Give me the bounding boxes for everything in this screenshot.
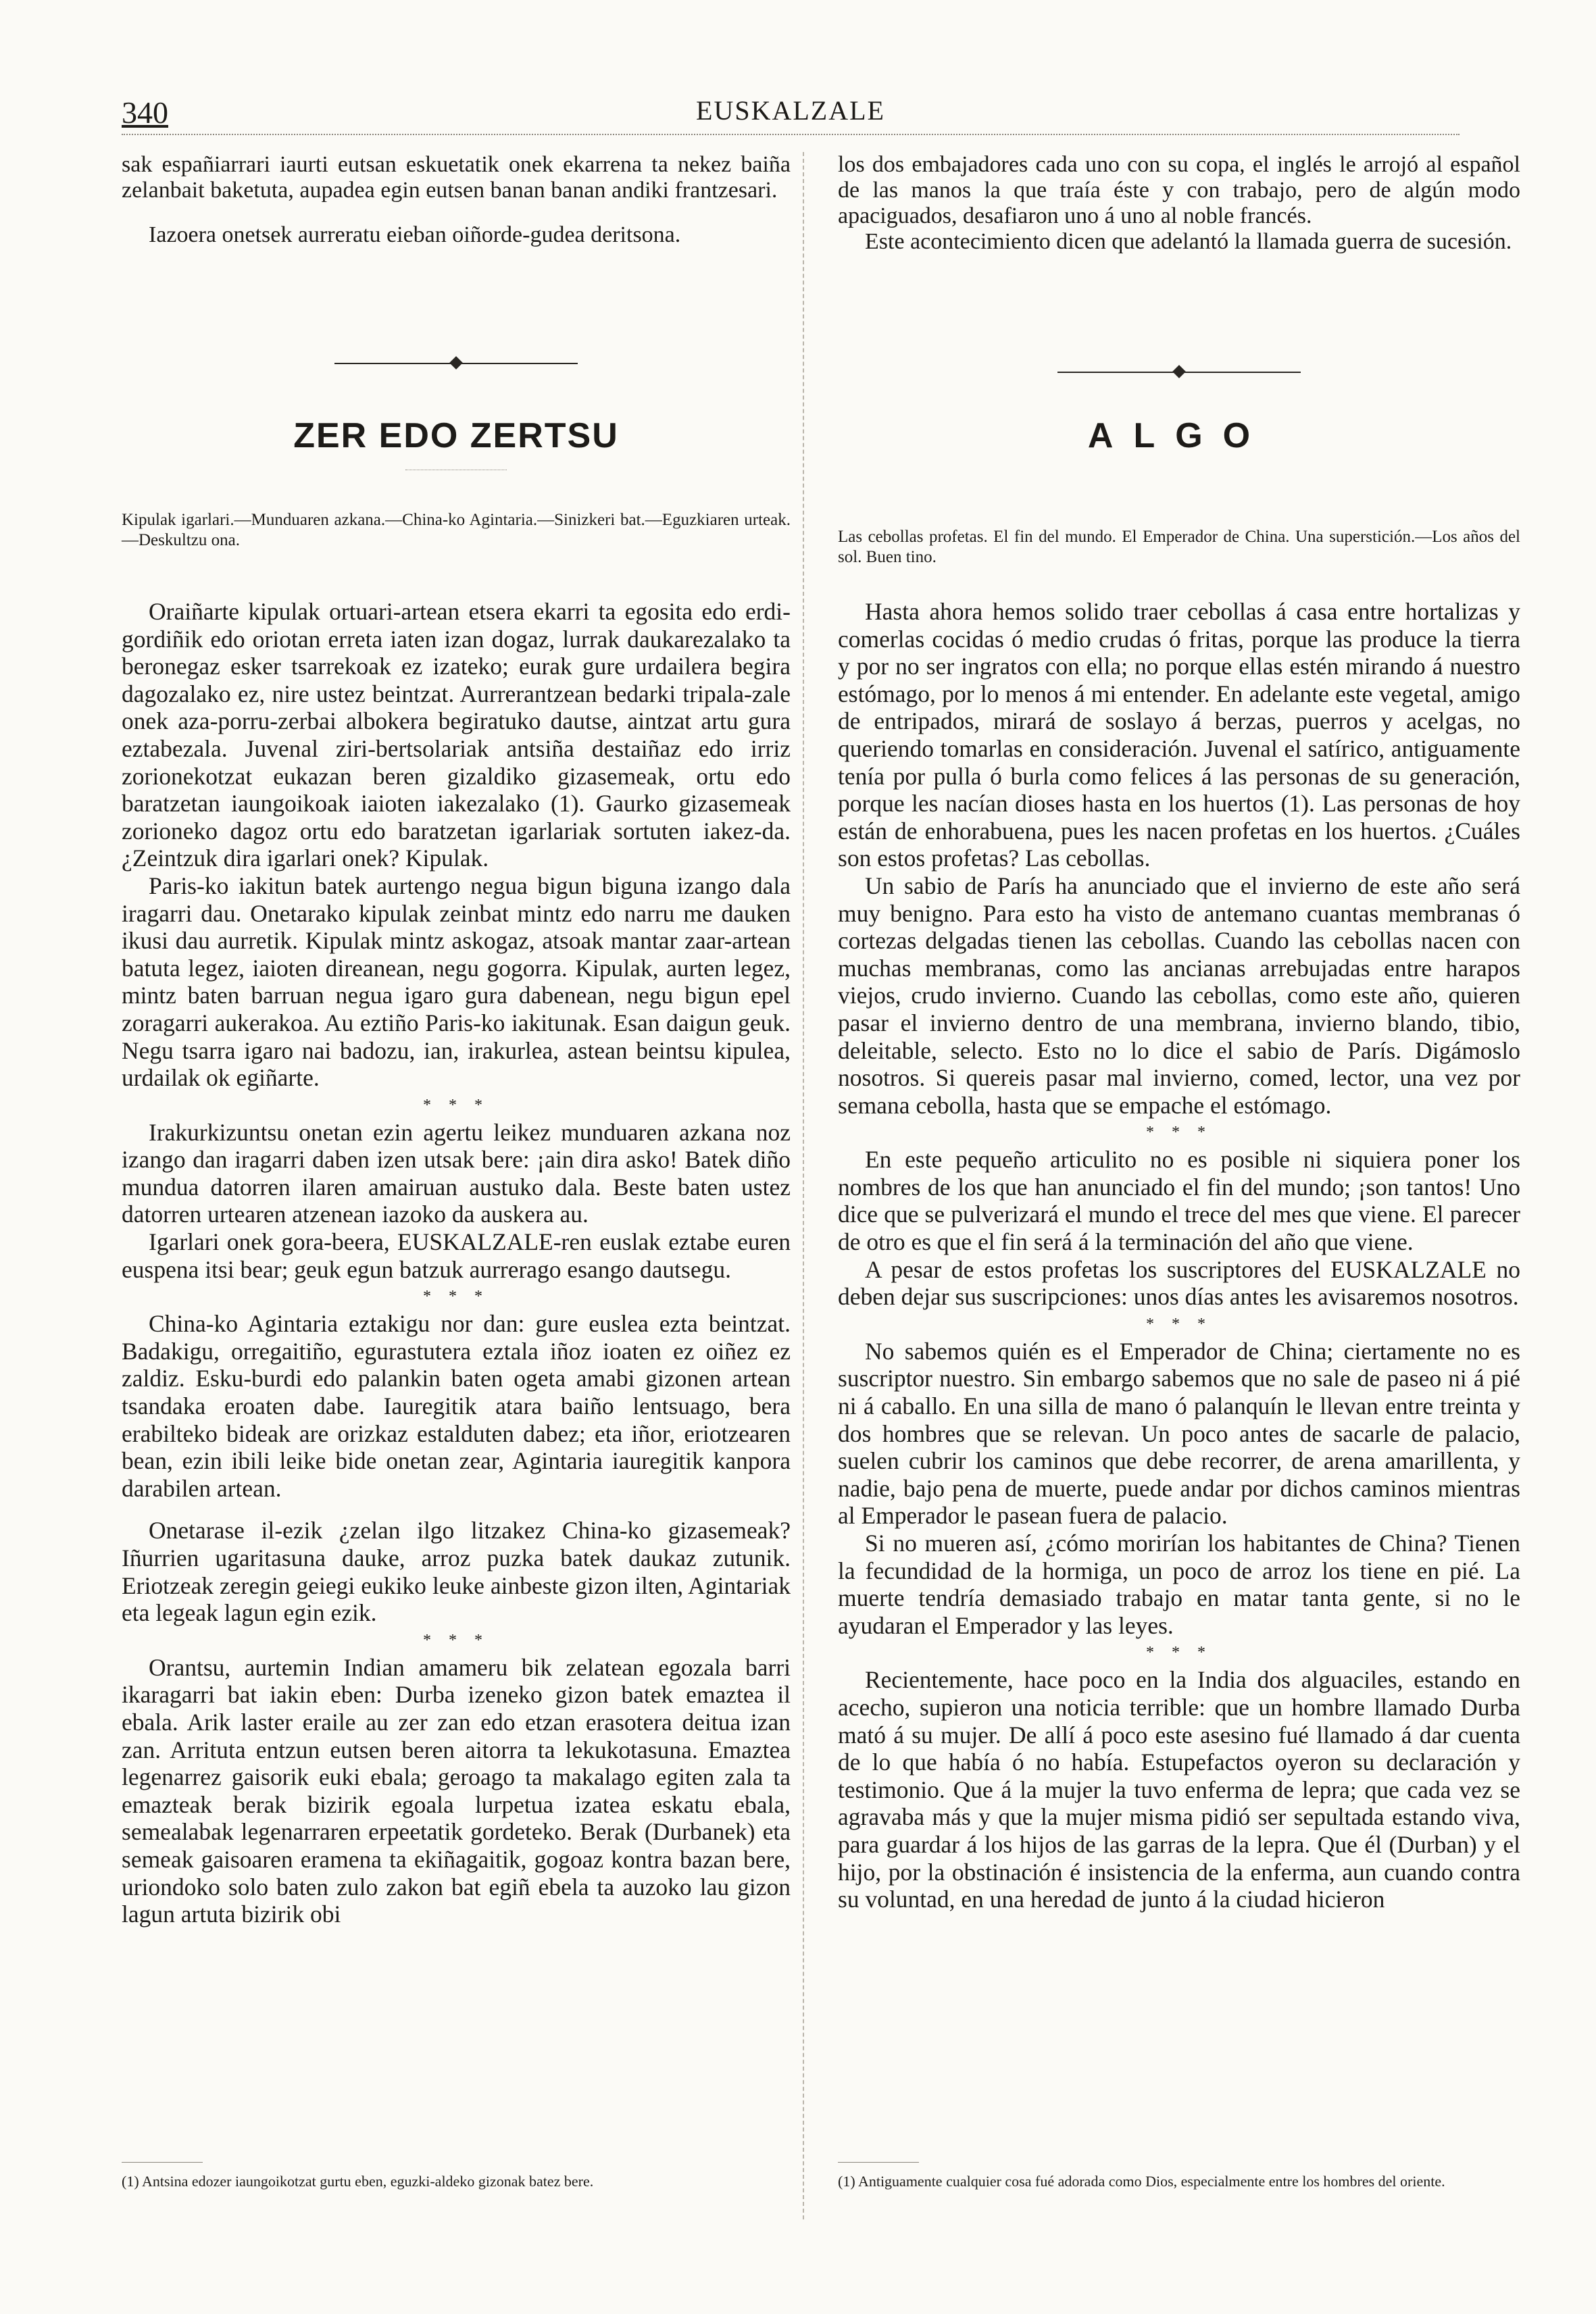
body-paragraph: Orantsu, aurtemin Indian amameru bik zelatean egozala barri ikaragarri bat iakin eben: Durba izeneko gizon batek emaztea il ebala. Arik laster eraile au zer zan edo etzan erasotera deitua izan zan. Arrituta entzun eutsen beren aitorra ta lekukotasuna. Emaztea legenarrez gaisorik euki ebala; geroago ta makalago egiten zala ta emazteak berak bizirik egoala lurpetua izatea eskatu ebala, semealabak legenarraren erpeetatik gordeteko. Berak (Durbanek) eta semeak gaisoaren eramena ta ekiñagaitik, gogoaz kontra bazan bere, uriondoko solo baten zulo zakon bat egiñ ebela ta auzoko lau gizon lagun artuta bizirik obi (122, 1653, 791, 1928)
section-separator-asterisks: * * * (1146, 1315, 1212, 1333)
body-paragraph: Si no mueren así, ¿cómo morirían los habitantes de China? Tienen la fecundidad de la hormiga, un poco de arroz los tiene en pié. La muerte tendría demasiado trabajo en matar tanta gente, si no le ayudaran el Emperador y las leyes. (838, 1530, 1520, 1639)
left-subtitle-block (122, 510, 791, 551)
column-divider (803, 152, 804, 2219)
right-footnote-block (838, 2172, 1520, 2191)
left-body (122, 598, 791, 1928)
paragraph-gap (122, 1502, 791, 1517)
body-paragraph: Irakurkizuntsu onetan ezin agertu leikez munduaren azkana noz izango dan iragarri daben izen utsak bere: ¡ain dira asko! Batek diño mundua datorren ilaren amairuan austuko dala. Beste baten ustez datorren urtearen atzenean iazoko da auskera au. (122, 1118, 791, 1228)
section-separator-asterisks: * * * (1146, 1644, 1212, 1662)
right-body (838, 598, 1520, 1913)
section-ornament (1057, 367, 1301, 378)
page-header (122, 95, 1460, 132)
left-continuation-paragraph: sak españiarrari iaurti eutsan eskuetatik onek ekarrena ta nekez baiña zelanbait baketuta, aupadea egin eutsen banan banan andiki frantzesari. (122, 152, 791, 203)
section-ornament (334, 358, 578, 369)
page-number: 340 (122, 95, 168, 130)
running-head: EUSKALZALE (696, 95, 885, 126)
section-separator-asterisks: * * * (423, 1096, 489, 1114)
body-paragraph: China-ko Agintaria eztakigu nor dan: gure euslea ezta beintzat. Badakigu, orregaitiño, egurastutera eztala iñoz ioaten ez oiñez ez zaldiz. Esku-burdi edo palankin baten ogeta amabi gizonen artean tsandaka eroaten dabe. Iauregitik atara baiño lentsuago, bera erabilteko bideak are orizkaz estalduten dabez; eta iñor, eriotzearen bean, ezin ibili leike bide onetan zear, Agintaria iauregitik kanpora darabilen artean. (122, 1310, 791, 1502)
body-paragraph: Recientemente, hace poco en la India dos alguaciles, estando en acecho, supieron una noticia terrible: que un hombre llamado Durba mató á su mujer. De allí á poco este asesino fué llamado á dar cuenta de lo que había ó no había. Estupefactos oyeron su declaración y testimonio. Que á la mujer la tuvo enferma de lepra; que cada vez se agravaba más y que la mujer misma pidió ser sepultada estando viva, para guardar á los hijos de las garras de la lepra. Que él (Durban) y el hijo, por la obstinación é insistencia de la enferma, aun cuando contra su voluntad, en una heredad de junto á la ciudad hicieron (838, 1666, 1520, 1913)
footnote-rule (838, 2162, 919, 2163)
section-separator-asterisks: * * * (1146, 1124, 1212, 1142)
footnote: (1) Antiguamente cualquier cosa fué adorada como Dios, especialmente entre los hombres del oriente. (838, 2173, 1445, 2190)
left-continuation (122, 152, 791, 248)
body-paragraph: En este pequeño articulito no es posible ni siquiera poner los nombres de los que han anunciado el fin del mundo; ¡son tantos! Uno dice que se pulverizará el mundo el trece del mes que viene. El parecer de otro es que el fin será á la terminación del año que viene. (838, 1146, 1520, 1256)
section-subtitle: Kipulak igarlari.—Munduaren azkana.—China-ko Agintaria.—Sinizkeri bat.—Eguzkiaren urteak.—Deskultzu ona. (122, 511, 791, 549)
body-paragraph: Un sabio de París ha anunciado que el invierno de este año será muy benigno. Para esto ha visto de antemano cuantas membranas ó cortezas delgadas tienen las cebollas. Cuando las cebollas nacen con muchas membranas, como las ancianas arrebujadas entre harapos viejos, crudo invierno. Cuando las cebollas, como este año, quieren pasar el invierno dentro de una membrana, invierno blando, tibio, deleitable, selecto. Esto no lo dice el sabio de París. Digámoslo nosotros. Si quereis pasar mal invierno, comed, lector, una vez por semana cebolla, hasta que se empache el estómago. (838, 872, 1520, 1119)
section-title: ZER EDO ZERTSU (293, 416, 619, 455)
section-subtitle: Las cebollas profetas. El fin del mundo. El Emperador de China. Una superstición.—Los años del sol. Buen tino. (838, 528, 1520, 566)
body-paragraph: Paris-ko iakitun batek aurtengo negua bigun biguna izango dala iragarri dau. Onetarako kipulak zeinbat mintz edo narru me dauken ikusi dau aurretik. Kipulak mintz askogaz, atsoak mantar zaar-artean batuta legez, iaioten direanean, negu gogorra. Kipulak, aurten legez, mintz baten barruan negua igaro gura dabenean, negu bigun epel zoragarri aukerakoa. Au eztiño Paris-ko iakitunak. Esan daigun geuk. Negu tsarra igaro nai badozu, ian, irakurlea, astean beintsu kipulea, urdailak ok egiñarte. (122, 872, 791, 1092)
right-continuation (838, 152, 1520, 255)
body-paragraph: Oraiñarte kipulak ortuari-artean etsera ekarri ta egosita edo erdi-gordiñik edo oriotan erreta iaten izan dogaz, lurrak daukarezalako ta beronegaz esker tsarrekoak ez izateko; eurak gure urdailera begira dagozalako ez, nire ustez beintzat. Aurrerantzean bedarki tripala-zale onek aza-porru-zerbai albokera begiratuko dautse, aintzat artu gura eztabezala. Juvenal ziri-bertsolariak antsiña destaiñaz edo irriz zorionekotzat eukazan beren gizaldiko gizasemeak, ortu edo baratzetan iaungoikoak iaioten iakezalako (1). Gaurko gizasemeak zorioneko dagoz ortu edo baratzetan igarlariak sortuten iakez-da. ¿Zeintzuk dira igarlari onek? Kipulak. (122, 598, 791, 872)
left-footnote-block (122, 2172, 791, 2191)
right-subtitle-block (838, 527, 1520, 568)
left-continuation-paragraph: Iazoera onetsek aurreratu eieban oiñorde-gudea deritsona. (149, 222, 681, 247)
right-continuation-paragraph: los dos embajadores cada uno con su copa, el inglés le arrojó al español de las manos la que traía éste y con trabajo, pero de algún modo apaciguados, desafiaron uno á uno al noble francés. (838, 152, 1520, 228)
right-continuation-paragraph: Este acontecimiento dicen que adelantó la llamada guerra de sucesión. (865, 229, 1512, 254)
body-paragraph: No sabemos quién es el Emperador de China; ciertamente no es suscriptor nuestro. Sin embargo sabemos que no sale de paseo ni á pié ni á caballo. En una silla de mano ó palanquín le llevan entre treinta y dos hombres que se relevan. Un poco antes de sacarle de palacio, suelen cubrir los caminos que debe recorrer, de arena amarillenta, y nadie, bajo pena de muerte, puede andar por dichos caminos mientras al Emperador le pasean fuera de palacio. (838, 1337, 1520, 1530)
section-title: ALGO (1087, 416, 1271, 455)
footnote-rule (122, 2162, 203, 2163)
body-paragraph: Hasta ahora hemos solido traer cebollas á casa entre hortalizas y comerlas cocidas ó medio crudas ó fritas, porque las produce la tierra y por no ser ingratos con ella; no porque ellas estén mirando á nuestro estómago, por lo menos á mi entender. En adelante este vegetal, amigo de entripados, mirará de soslayo á berzas, puerros y acelgas, no queriendo tomarlas en consideración. Juvenal el satírico, antiguamente tenía por pulla ó burla como felices á las personas de su generación, porque les nacían dioses hasta en los huertos (1). Las personas de hoy están de enhorabuena, pues les nacen profetas en los huertos. ¿Cuáles son estos profetas? Las cebollas. (838, 598, 1520, 872)
body-paragraph: Onetarase il-ezik ¿zelan ilgo litzakez China-ko gizasemeak? Iñurrien ugaritasuna dauke, arroz puzka batek daukaz zutunik. Eriotzeak zeregin geiegi eukiko leuke ainbeste gizon ilten, Agintariak eta legeak lagun egin ezik. (122, 1517, 791, 1627)
footnote: (1) Antsina edozer iaungoikotzat gurtu eben, eguzki-aldeko gizonak batez bere. (122, 2173, 594, 2190)
section-separator-asterisks: * * * (423, 1631, 489, 1649)
body-paragraph: A pesar de estos profetas los suscriptores del EUSKALZALE no deben dejar sus suscripciones: unos días antes les avisaremos nosotros. (838, 1255, 1520, 1311)
header-rule (122, 134, 1460, 135)
body-paragraph: Igarlari onek gora-beera, EUSKALZALE-ren euslak eztabe euren euspena itsi bear; geuk egun batzuk aurrerago esango dautsegu. (122, 1228, 791, 1283)
section-separator-asterisks: * * * (423, 1288, 489, 1306)
